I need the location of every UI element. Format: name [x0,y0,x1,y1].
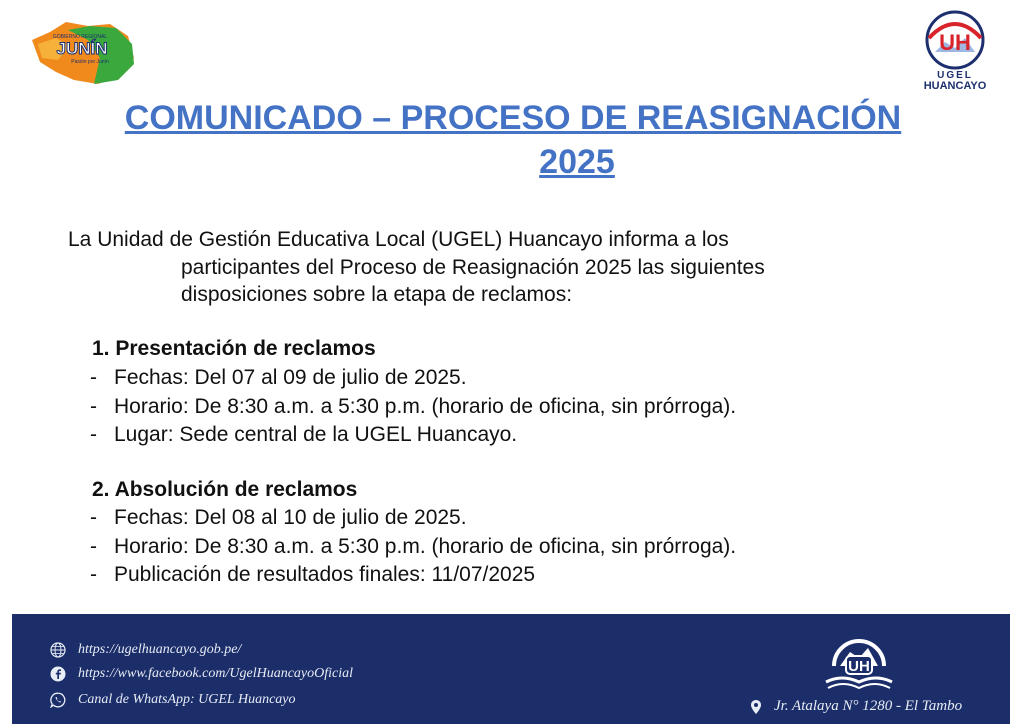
section-heading-absolucion: 2. Absolución de reclamos [92,478,358,501]
intro-text-line2: participantes del Proceso de Reasignación 2025 las siguientes [181,256,765,279]
ugel-huancayo-footer-logo [820,622,898,694]
document-title-line2: 2025 [539,143,615,181]
list-item: - Lugar: Sede central de la UGEL Huancayo. [90,423,518,446]
intro-text-line3: disposiciones sobre la etapa de reclamos: [181,283,573,306]
footer-website-link[interactable]: https://ugelhuancayo.gob.pe/ [50,642,241,658]
svg-text:Pasión por Junín: Pasión por Junín [71,59,109,65]
svg-text:UH: UH [939,30,971,55]
list-item: - Horario: De 8:30 a.m. a 5:30 p.m. (horario de oficina, sin prórroga). [90,395,737,418]
footer-whatsapp-link[interactable]: Canal de WhatsApp: UGEL Huancayo [50,692,296,708]
facebook-icon [50,666,66,682]
list-item: - Publicación de resultados finales: 11/07/2025 [90,563,536,586]
svg-text:JUNÍN: JUNÍN [56,39,108,58]
footer-address: Jr. Atalaya N° 1280 - El Tambo [748,698,962,715]
list-item: - Fechas: Del 08 al 10 de julio de 2025. [90,506,467,529]
footer-banner [12,614,1010,724]
svg-text:GOBIERNO REGIONAL: GOBIERNO REGIONAL [52,34,108,40]
footer-facebook-link[interactable]: https://www.facebook.com/UgelHuancayoOficial [50,666,353,682]
section-heading-presentacion: 1. Presentación de reclamos [92,337,376,360]
ugel-logo-line2: HUANCAYO [923,80,987,92]
list-item: - Horario: De 8:30 a.m. a 5:30 p.m. (horario de oficina, sin prórroga). [90,535,737,558]
list-item: - Fechas: Del 07 al 09 de julio de 2025. [90,366,467,389]
ugel-logo-line1: UGEL [937,70,973,81]
svg-text:UH: UH [848,658,870,675]
gobierno-regional-junin-logo [28,18,138,88]
intro-text-line1: La Unidad de Gestión Educativa Local (UGEL) Huancayo informa a los [68,228,729,251]
location-pin-icon [748,699,764,715]
document-title-line1: COMUNICADO – PROCESO DE REASIGNACIÓN [124,99,902,137]
globe-icon [50,642,66,658]
ugel-huancayo-logo [915,8,995,90]
whatsapp-icon [50,692,66,708]
